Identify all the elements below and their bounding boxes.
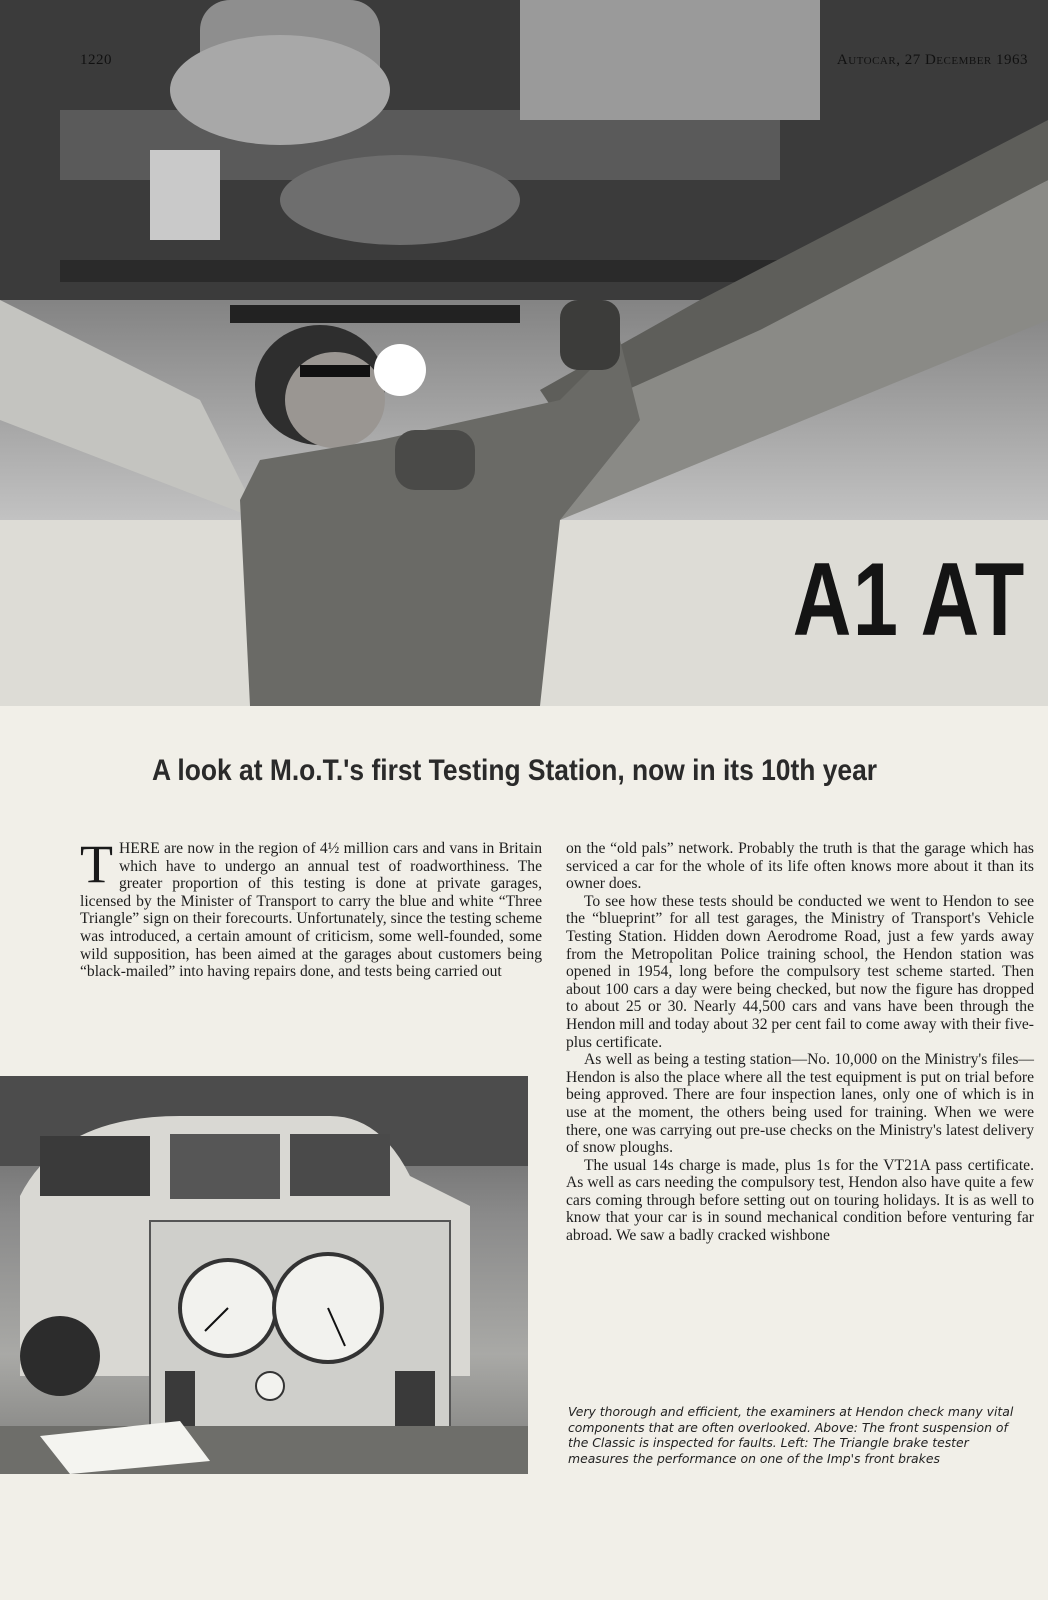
headline: A1 AT bbox=[792, 542, 1026, 658]
publication-line: Autocar, 27 December 1963 bbox=[836, 52, 1028, 68]
paragraph: The usual 14s charge is made, plus 1s for the VT21A pass certificate. As well as cars needing the compulsory test, Hendon also have quite a few cars coming through before setting out on touring holidays. It is as well to know that your car is in sound mechanical condition before venturing far abroad. We saw a badly cracked wishbone bbox=[566, 1156, 1034, 1245]
paragraph: To see how these tests should be conducted we went to Hendon to see the “blueprint” for all test garages, the Ministry of Transport's Vehicle Testing Station. Hidden down Aerodrome Road, just a few yards away from the Metropolitan Police training school, the Hendon station was opened in 1954, long before the compulsory test scheme started. Then about 100 cars a day were being checked, but now the figure has dropped to about 25 or 30. Nearly 44,500 cars and vans have been through the Hendon mill and today about 32 per cent fail to come away with their five-plus certificate. bbox=[566, 892, 1034, 1051]
photo-caption: Very thorough and efficient, the examiners at Hendon check many vital components that are often overlooked. Above: The front suspension of the Classic is inspected for faults. Left: The Triangle brake tester measures the performance on one of the Imp's front brakes bbox=[568, 1404, 1014, 1466]
photo-mechanic-under-car-icon bbox=[0, 0, 1048, 706]
drop-cap: T bbox=[80, 834, 113, 894]
paragraph: on the “old pals” network. Probably the truth is that the garage which has serviced a car for the whole of its life often knows more about it than its owner does. bbox=[566, 840, 1034, 893]
paragraph: As well as being a testing station—No. 10,000 on the Ministry's files—Hendon is also the place where all the test equipment is put on trial before being approved. There are four inspection lanes, only one of which is in use at the moment, the others being used for training. When we were there, one was carrying out pre-use checks on the Ministry's latest delivery of snow ploughs. bbox=[566, 1051, 1034, 1157]
subhead: A look at M.o.T.'s first Testing Station, now in its 10th year bbox=[152, 754, 878, 787]
page-number: 1220 bbox=[80, 52, 112, 68]
paragraph: HERE are now in the region of 4½ million cars and vans in Britain which have to undergo an annual test of roadworthiness. The greater proportion of this testing is done at private garages, licensed by the Minister of Transport to carry the blue and white “Three Triangle” sign on their forecourts. Unfortunately, since the testing scheme was introduced, a certain amount of criticism, some well-founded, some wild supposition, has been aimed at the garages about customers being “black-mailed” into having repairs done, and tests being carried out bbox=[80, 840, 542, 981]
photo-brake-tester-icon bbox=[0, 1076, 528, 1474]
photo-illustration bbox=[0, 1076, 528, 1474]
article-column-left bbox=[80, 834, 542, 981]
article-column-right bbox=[566, 840, 1034, 1245]
